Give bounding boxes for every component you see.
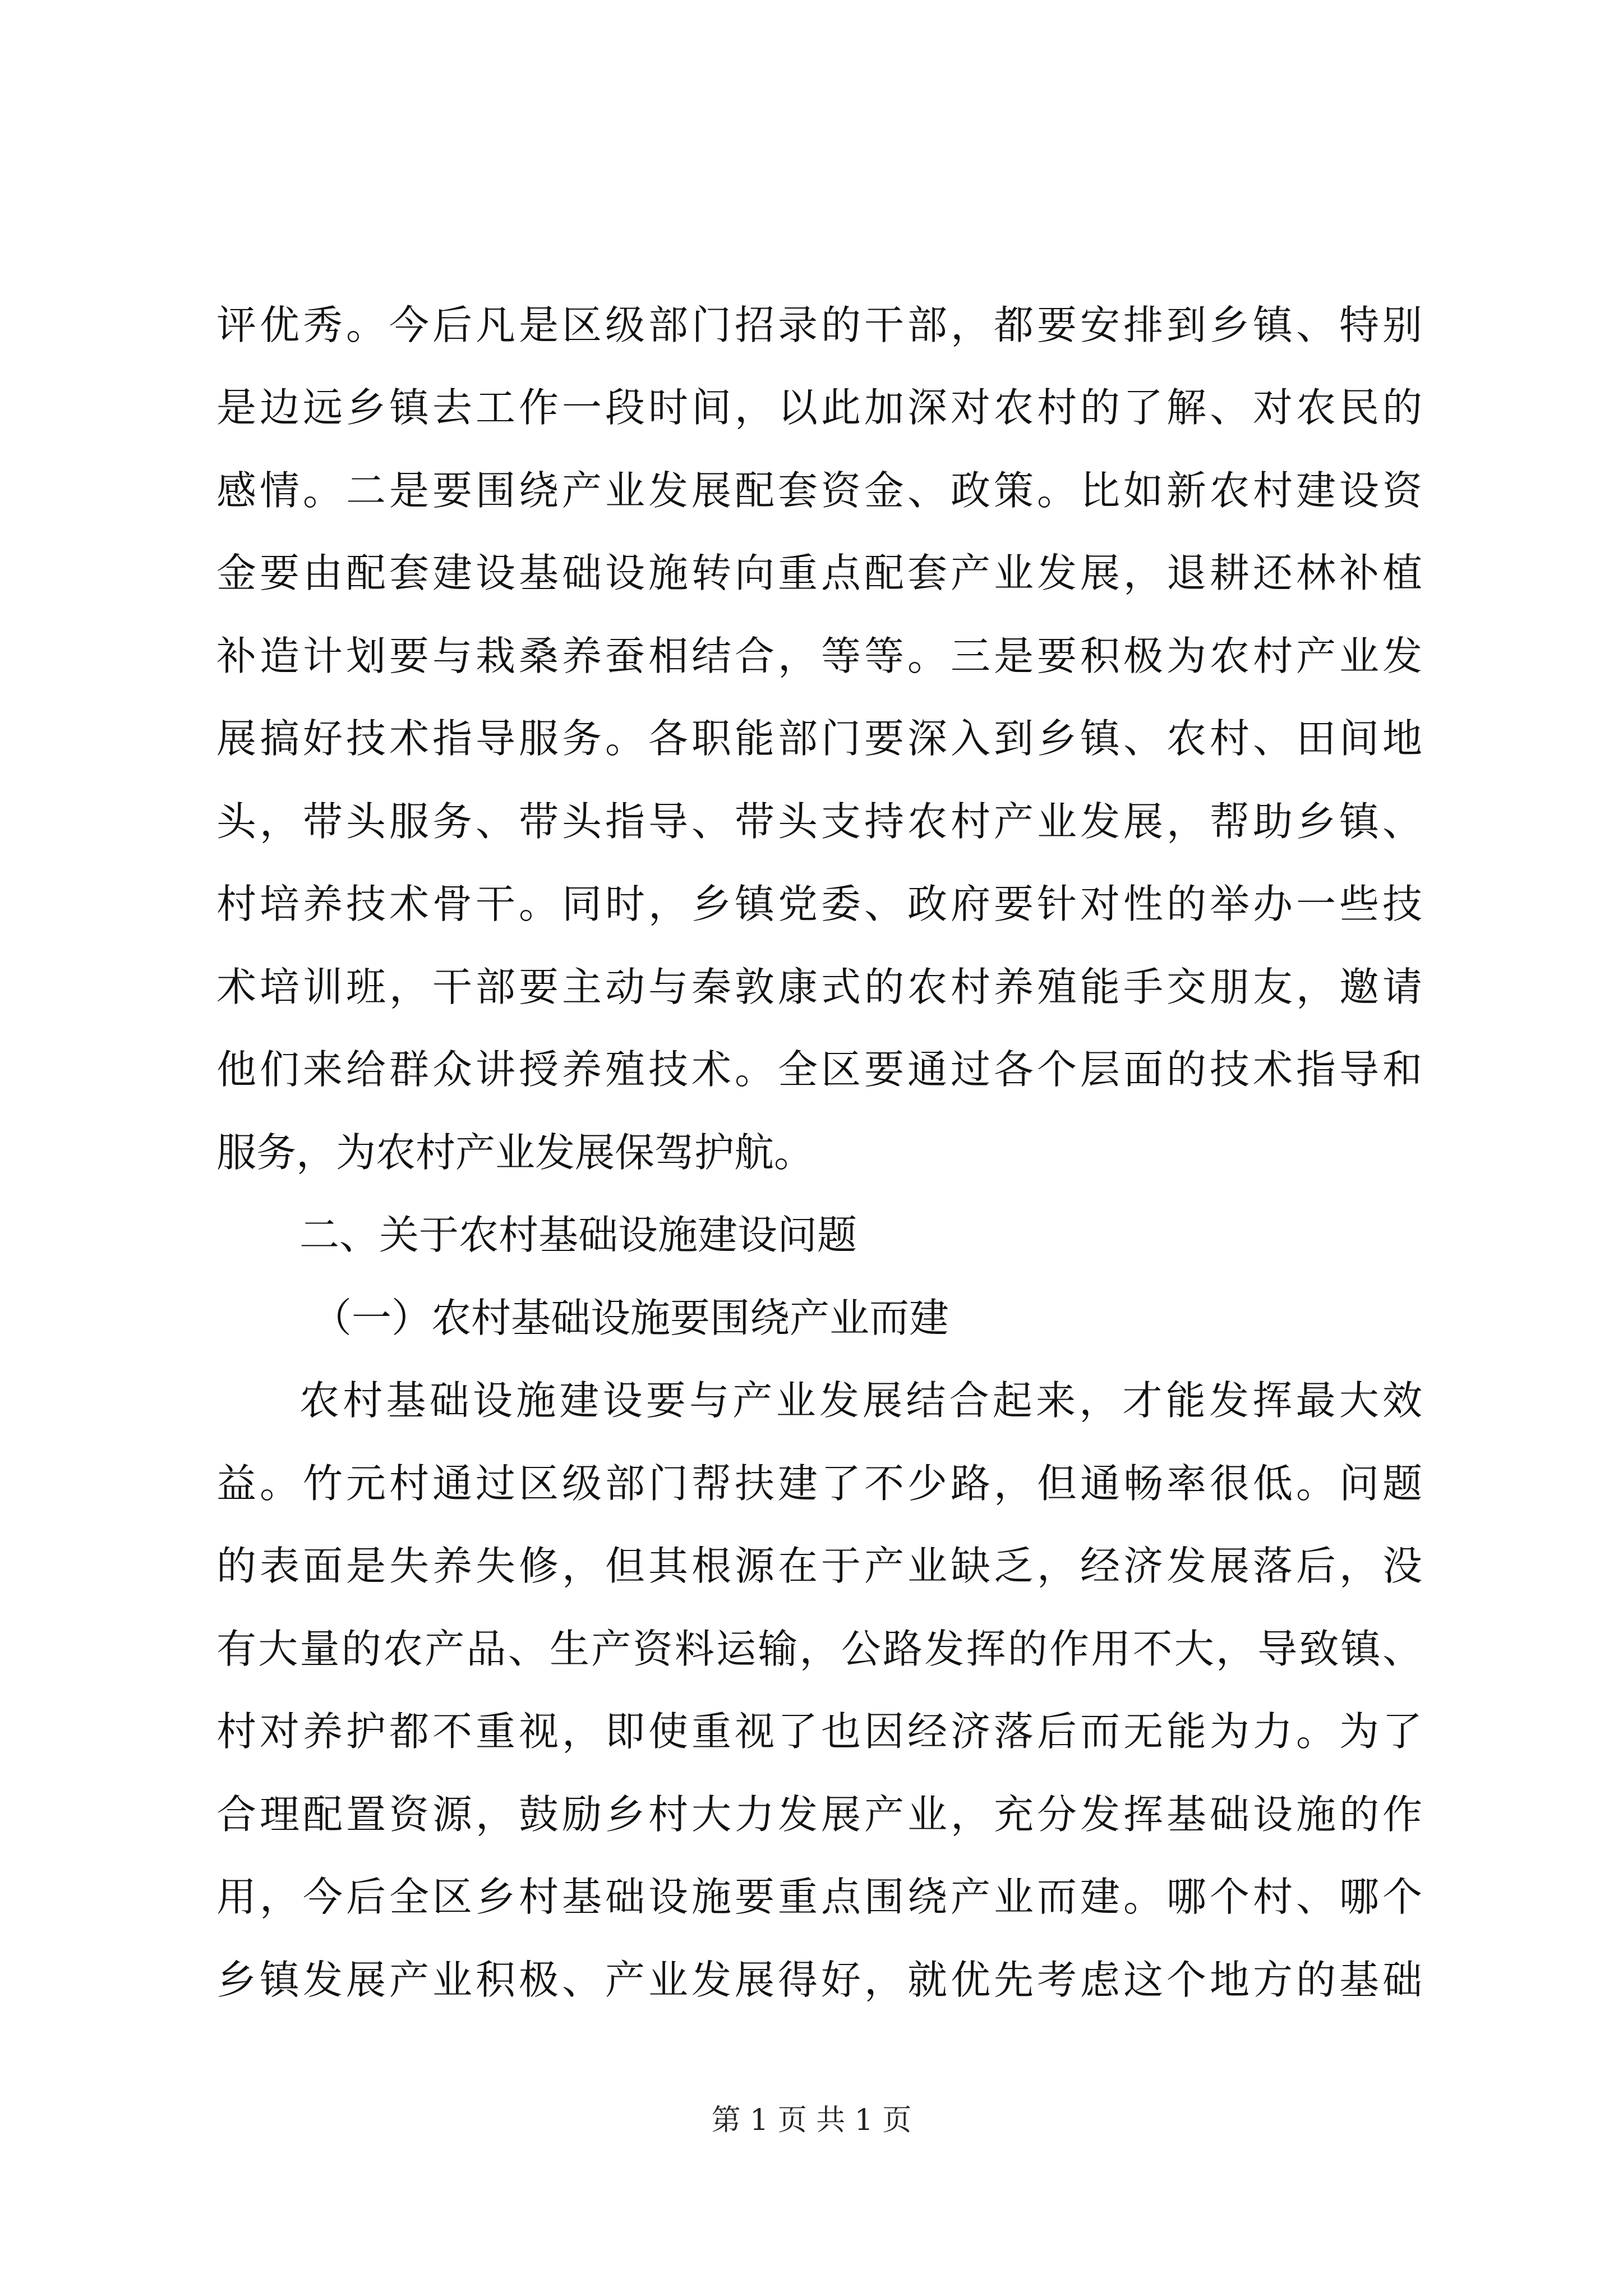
paragraph-1-line-10: 他们来给群众讲授养殖技术。全区要通过各个层面的技术指导和 (216, 1046, 1422, 1093)
paragraph-1-line-1: 评优秀。今后凡是区级部门招录的干部，都要安排到乡镇、特别 (216, 302, 1422, 348)
paragraph-2-line-6: 合理配置资源，鼓励乡村大力发展产业，充分发挥基础设施的作 (216, 1791, 1422, 1838)
paragraph-1-line-2: 是边远乡镇去工作一段时间，以此加深对农村的了解、对农民的 (216, 384, 1422, 431)
paragraph-1-line-8: 村培养技术骨干。同时，乡镇党委、政府要针对性的举办一些技 (216, 881, 1422, 927)
paragraph-2-line-3: 的表面是失养失修，但其根源在于产业缺乏，经济发展落后，没 (216, 1543, 1422, 1589)
section-heading: 二、关于农村基础设施建设问题 (299, 1212, 857, 1258)
paragraph-1-line-3: 感情。二是要围绕产业发展配套资金、政策。比如新农村建设资 (216, 467, 1422, 514)
paragraph-2-line-4: 有大量的农产品、生产资料运输，公路发挥的作用不大，导致镇、 (216, 1626, 1422, 1672)
paragraph-1-line-4: 金要由配套建设基础设施转向重点配套产业发展，退耕还林补植 (216, 550, 1422, 596)
paragraph-1-line-11: 服务，为农村产业发展保驾护航。 (216, 1129, 814, 1176)
paragraph-2-line-2: 益。竹元村通过区级部门帮扶建了不少路，但通畅率很低。问题 (216, 1460, 1422, 1507)
paragraph-2-line-5: 村对养护都不重视，即使重视了也因经济落后而无能为力。为了 (216, 1708, 1422, 1755)
paragraph-1-line-9: 术培训班，干部要主动与秦敦康式的农村养殖能手交朋友，邀请 (216, 964, 1422, 1010)
paragraph-2-line-1: 农村基础设施建设要与产业发展结合起来，才能发挥最大效 (299, 1377, 1422, 1424)
paragraph-2-line-8: 乡镇发展产业积极、产业发展得好，就优先考虑这个地方的基础 (216, 1957, 1422, 2003)
paragraph-2-line-7: 用，今后全区乡村基础设施要重点围绕产业而建。哪个村、哪个 (216, 1874, 1422, 1920)
page-footer: 第 1 页 共 1 页 (711, 2104, 912, 2137)
paragraph-1-line-6: 展搞好技术指导服务。各职能部门要深入到乡镇、农村、田间地 (216, 715, 1422, 762)
subsection-heading: （一）农村基础设施要围绕产业而建 (312, 1295, 949, 1341)
paragraph-1-line-5: 补造计划要与栽桑养蚕相结合，等等。三是要积极为农村产业发 (216, 633, 1422, 679)
paragraph-1-line-7: 头，带头服务、带头指导、带头支持农村产业发展，帮助乡镇、 (216, 798, 1422, 845)
